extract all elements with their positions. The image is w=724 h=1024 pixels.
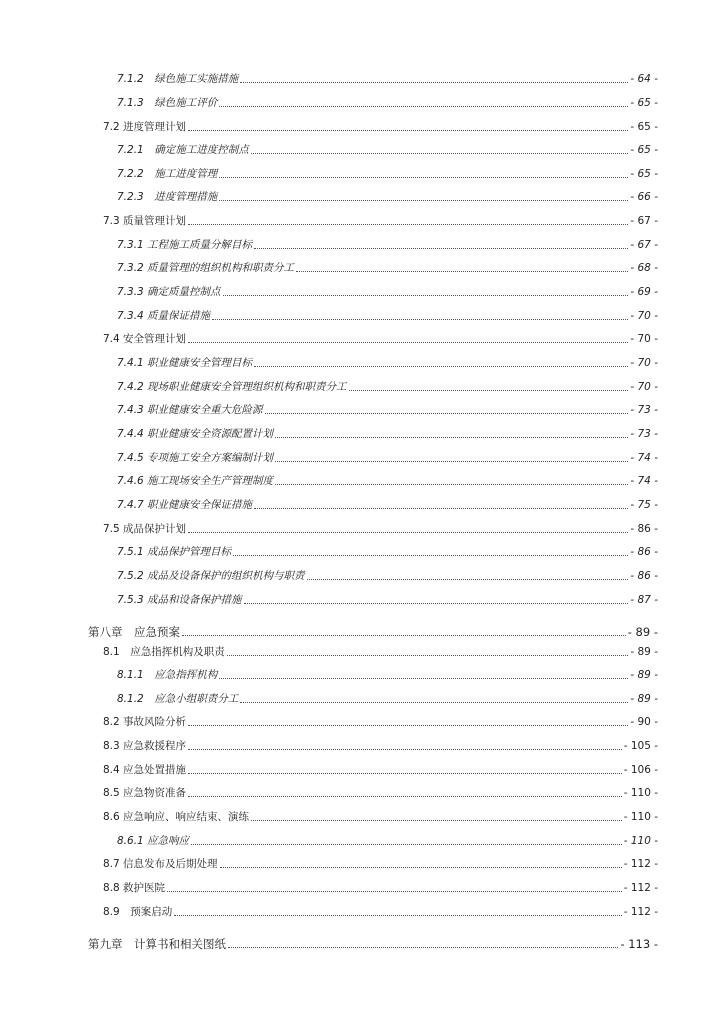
toc-entry[interactable] — [117, 399, 658, 417]
toc-entry-title: 7.3.1 工程施工质量分解目标 — [117, 239, 253, 251]
dot-leader — [240, 701, 628, 703]
toc-entry-title: 8.4 应急处置措施 — [103, 764, 187, 776]
toc-entry[interactable] — [117, 234, 658, 252]
dot-leader — [219, 677, 628, 679]
toc-entry-page-number: - 86 - — [630, 546, 658, 558]
dot-leader — [188, 223, 628, 225]
toc-entry-page-number: - 65 - — [630, 121, 658, 133]
toc-entry-title: 7.4 安全管理计划 — [103, 333, 187, 345]
toc-entry-title: 7.4.2 现场职业健康安全管理组织机构和职责分工 — [117, 381, 347, 393]
toc-entry[interactable] — [117, 186, 658, 204]
toc-entry-page-number: - 112 - — [623, 882, 658, 894]
toc-entry-title: 7.1.2 绿色施工实施措施 — [117, 73, 239, 85]
dot-leader — [188, 748, 622, 750]
dot-leader — [251, 819, 622, 821]
toc-entry-page-number: - 89 - — [630, 669, 658, 681]
toc-entry-title: 8.6 应急响应、响应结束、演练 — [103, 811, 250, 823]
dot-leader — [307, 578, 629, 580]
toc-entry-page-number: - 110 - — [623, 811, 658, 823]
toc-entry[interactable] — [103, 901, 658, 919]
toc-entry[interactable] — [103, 641, 658, 659]
toc-entry-title: 7.4.1 职业健康安全管理目标 — [117, 357, 253, 369]
toc-entry-title: 7.4.6 施工现场安全生产管理制度 — [117, 475, 274, 487]
toc-entry-page-number: - 106 - — [623, 764, 658, 776]
toc-entry-page-number: - 105 - — [623, 740, 658, 752]
toc-entry-page-number: - 70 - — [630, 357, 658, 369]
dot-leader — [188, 341, 628, 343]
toc-entry[interactable] — [117, 494, 658, 512]
toc-entry[interactable] — [117, 470, 658, 488]
dot-leader — [188, 531, 628, 533]
toc-entry-page-number: - 67 - — [630, 215, 658, 227]
dot-leader — [191, 843, 622, 845]
toc-entry-page-number: - 74 - — [630, 475, 658, 487]
toc-entry-page-number: - 70 - — [630, 381, 658, 393]
dot-leader — [275, 436, 628, 438]
toc-entry-title: 8.2 事故风险分析 — [103, 716, 187, 728]
toc-entry-page-number: - 74 - — [630, 452, 658, 464]
toc-entry-page-number: - 89 - — [630, 646, 658, 658]
toc-entry[interactable] — [88, 933, 658, 951]
toc-entry-title: 7.5 成品保护计划 — [103, 523, 187, 535]
toc-entry[interactable] — [88, 621, 658, 639]
dot-leader — [254, 247, 628, 249]
dot-leader — [174, 914, 622, 916]
toc-entry[interactable] — [103, 735, 658, 753]
toc-entry[interactable] — [117, 565, 658, 583]
toc-entry-page-number: - 73 - — [630, 404, 658, 416]
toc-entry-page-number: - 86 - — [630, 523, 658, 535]
toc-entry-page-number: - 69 - — [630, 286, 658, 298]
toc-entry[interactable] — [117, 163, 658, 181]
dot-leader — [254, 365, 628, 367]
dot-leader — [296, 270, 628, 272]
toc-entry-page-number: - 70 - — [630, 333, 658, 345]
toc-entry-page-number: - 68 - — [630, 262, 658, 274]
dot-leader — [219, 199, 628, 201]
toc-entry-page-number: - 65 - — [630, 97, 658, 109]
dot-leader — [254, 507, 628, 509]
toc-entry[interactable] — [103, 328, 658, 346]
toc-entry[interactable] — [117, 281, 658, 299]
toc-entry[interactable] — [117, 830, 658, 848]
toc-entry[interactable] — [117, 352, 658, 370]
toc-entry-title: 8.1.2 应急小组职责分工 — [117, 693, 239, 705]
toc-entry-page-number: - 112 - — [623, 858, 658, 870]
toc-entry-title: 7.5.2 成品及设备保护的组织机构与职责 — [117, 570, 305, 582]
toc-entry-title: 7.4.5 专项施工安全方案编制计划 — [117, 452, 274, 464]
toc-entry-title: 8.7 信息发布及后期处理 — [103, 858, 218, 870]
dot-leader — [219, 176, 628, 178]
toc-entry-title: 第九章 计算书和相关图纸 — [88, 937, 226, 951]
dot-leader — [188, 772, 622, 774]
toc-entry[interactable] — [103, 877, 658, 895]
dot-leader — [219, 105, 628, 107]
dot-leader — [182, 634, 626, 636]
toc-entry-page-number: - 110 - — [623, 787, 658, 799]
toc-entry[interactable] — [117, 139, 658, 157]
toc-entry[interactable] — [103, 711, 658, 729]
toc-entry-page-number: - 64 - — [630, 73, 658, 85]
toc-entry[interactable] — [103, 210, 658, 228]
dot-leader — [188, 129, 628, 131]
toc-entry-title: 7.5.1 成品保护管理目标 — [117, 546, 232, 558]
toc-entry-title: 7.3 质量管理计划 — [103, 215, 187, 227]
toc-entry-title: 8.6.1 应急响应 — [117, 835, 190, 847]
dot-leader — [265, 412, 629, 414]
toc-entry[interactable] — [117, 257, 658, 275]
toc-entry[interactable] — [103, 853, 658, 871]
toc-entry[interactable] — [117, 688, 658, 706]
dot-leader — [212, 318, 628, 320]
dot-leader — [275, 460, 628, 462]
toc-entry-page-number: - 75 - — [630, 499, 658, 511]
toc-entry-page-number: - 67 - — [630, 239, 658, 251]
toc-entry-title: 7.3.3 确定质量控制点 — [117, 286, 221, 298]
dot-leader — [251, 152, 629, 154]
toc-entry-title: 7.5.3 成品和设备保护措施 — [117, 594, 242, 606]
toc-entry-title: 7.2.2 施工进度管理 — [117, 168, 218, 180]
toc-entry-page-number: - 113 - — [620, 937, 658, 951]
toc-entry-page-number: - 89 - — [630, 693, 658, 705]
dot-leader — [244, 602, 629, 604]
dot-leader — [233, 554, 628, 556]
dot-leader — [227, 654, 629, 656]
toc-entry[interactable] — [117, 376, 658, 394]
dot-leader — [188, 795, 622, 797]
toc-entry-title: 8.3 应急救援程序 — [103, 740, 187, 752]
toc-entry-title: 7.4.3 职业健康安全重大危险源 — [117, 404, 263, 416]
toc-entry[interactable] — [117, 305, 658, 323]
toc-entry[interactable] — [117, 68, 658, 86]
toc-entry-title: 7.2.3 进度管理措施 — [117, 191, 218, 203]
toc-entry-page-number: - 73 - — [630, 428, 658, 440]
toc-entry-title: 7.4.7 职业健康安全保证措施 — [117, 499, 253, 511]
toc-entry[interactable] — [117, 589, 658, 607]
toc-entry[interactable] — [103, 116, 658, 134]
dot-leader — [228, 946, 618, 948]
dot-leader — [275, 483, 628, 485]
toc-entry-title: 8.1 应急指挥机构及职责 — [103, 646, 225, 658]
toc-entry-title: 8.1.1 应急指挥机构 — [117, 669, 218, 681]
toc-entry-title: 7.1.3 绿色施工评价 — [117, 97, 218, 109]
toc-entry-title: 8.8 救护医院 — [103, 882, 166, 894]
toc-entry-page-number: - 90 - — [630, 716, 658, 728]
dot-leader — [349, 389, 629, 391]
toc-entry-title: 7.3.2 质量管理的组织机构和职责分工 — [117, 262, 295, 274]
dot-leader — [167, 890, 622, 892]
toc-entry[interactable] — [117, 92, 658, 110]
toc-entry[interactable] — [103, 782, 658, 800]
toc-entry-title: 第八章 应急预案 — [88, 625, 180, 639]
toc-entry[interactable] — [117, 447, 658, 465]
toc-entry-title: 7.2 进度管理计划 — [103, 121, 187, 133]
dot-leader — [223, 294, 629, 296]
toc-entry-page-number: - 65 - — [630, 168, 658, 180]
toc-entry[interactable] — [117, 541, 658, 559]
toc-entry[interactable] — [117, 423, 658, 441]
toc-entry-page-number: - 87 - — [630, 594, 658, 606]
dot-leader — [240, 81, 628, 83]
toc-entry-title: 8.5 应急物资准备 — [103, 787, 187, 799]
toc-entry-page-number: - 112 - — [623, 906, 658, 918]
toc-entry-page-number: - 66 - — [630, 191, 658, 203]
toc-entry-page-number: - 70 - — [630, 310, 658, 322]
toc-entry[interactable] — [103, 806, 658, 824]
toc-entry-page-number: - 110 - — [623, 835, 658, 847]
dot-leader — [220, 866, 622, 868]
toc-entry-page-number: - 86 - — [630, 570, 658, 582]
toc-entry[interactable] — [117, 664, 658, 682]
toc-entry-title: 7.4.4 职业健康安全资源配置计划 — [117, 428, 274, 440]
toc-entry-title: 7.2.1 确定施工进度控制点 — [117, 144, 249, 156]
toc-entry[interactable] — [103, 518, 658, 536]
toc-entry[interactable] — [103, 759, 658, 777]
toc-entry-title: 8.9 预案启动 — [103, 906, 173, 918]
toc-entry-title: 7.3.4 质量保证措施 — [117, 310, 211, 322]
toc-entry-page-number: - 65 - — [630, 144, 658, 156]
toc-entry-page-number: - 89 - — [627, 625, 658, 639]
dot-leader — [188, 724, 628, 726]
